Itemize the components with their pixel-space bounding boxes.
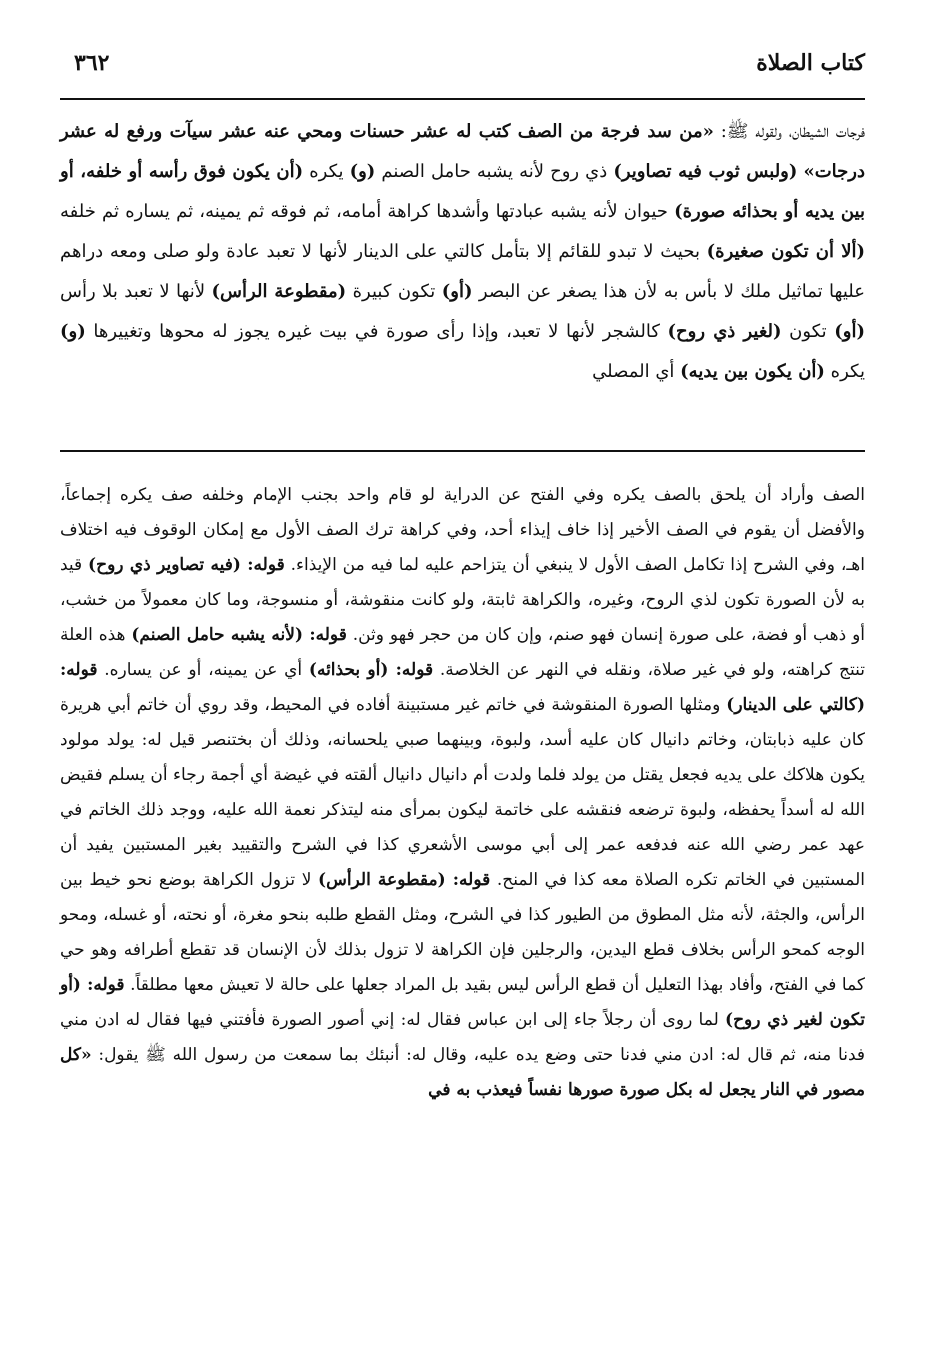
bold-segment: (لغير ذي روح) xyxy=(667,321,782,342)
bold-segment: (مقطوعة الرأس) xyxy=(211,281,347,302)
bold-segment: قوله: (لأنه يشبه حامل الصنم) xyxy=(131,625,347,645)
text-segment: ذي روح لأنه يشبه حامل الصنم xyxy=(375,161,614,182)
bold-segment: (و) xyxy=(349,161,376,182)
text-segment: لا تزول الكراهة بوضع نحو خيط بين الرأس، والجثة، لأنه مثل المطوق من الطيور كذا في الشرح، ومثل القطع طلبه بنحو مغرة، أو نحته، أو غسله، ومحو الوجه كمحو الرأس بخلاف قطع اليدين، والرجلين فإن الكراهة لا تزول بذلك لأن الإنسان قد تقطع أطرافه وهو حي كما في الفتح، وأفاد بهذا التعليل أن قطع الرأس ليس بقيد بل المراد جعلها على حالة لا تعيش معها مطلقاً. xyxy=(60,870,866,995)
bold-segment: قوله: (مقطوعة الرأس) xyxy=(318,870,491,890)
text-segment: بحيث لا تبدو للقائم إلا بتأمل كالتي على الدينار لأنها لا تعبد عادة ولو صلى ومعه دراهم عليها تماثيل ملك لا بأس به لأن هذا يصغر عن البصر xyxy=(60,241,865,302)
bold-segment: «من سد فرجة من الصف كتب له عشر حسنات ومحي عنه عشر سيآت ورفع له عشر درجات» xyxy=(60,121,865,182)
bold-segment: (ألا أن تكون صغيرة) xyxy=(706,241,865,262)
page-header xyxy=(60,44,865,84)
text-segment: يكره xyxy=(824,361,865,382)
bold-segment: (أو) xyxy=(834,321,865,342)
text-segment: فرجات الشيطان، ولقوله ﷺ: xyxy=(713,121,865,142)
text-segment: الصف وأراد أن يلحق بالصف يكره وفي الفتح عن الدراية لو قام واحد بجنب الإمام وخلفه صف يكره إجماعاً، والأفضل أن يقوم في الصف الأخير إذا خاف إيذاء أحد، وفي كراهة ترك الصف الأول مع إمكان الوقوف فيه اختلاف اهـ، وفي الشرح إذا تكامل الصف الأول لا ينبغي أن يتزاحم عليه لما فيه من الإيذاء. xyxy=(60,485,865,575)
text-segment: ومثلها الصورة المنقوشة في خاتم غير مستبينة أفاده في المحيط، وقد روي أن خاتم أبي هريرة كان عليه ذبابتان، وخاتم دانيال كان عليه أسد، ولبوة، وبينهما صبي يلحسانه، وذلك أن بختنصر قيل له: يولد مولود يكون هلاكك على يديه فجعل يقتل من يولد فلما ولدت أم دانيال دانيال ألقته في غيضة أي أجمة رجاء أن يسلم فقيض الله له أسداً يحفظه، ولبوة ترضعه فنقشه على خاتمة ليكون بمرأى منه ليتذكر نعمة الله عليه، ووجد ذلك الخاتم في عهد عمر رضي الله عنه فدفعه عمر إلى أبي موسى الأشعري كذا في الشرح والتقييد بغير المستبين يفيد أن المستبين في الخاتم تكره الصلاة معه كذا في المنح. xyxy=(60,695,865,890)
text-segment: كالشجر لأنها لا تعبد، وإذا رأى صورة في بيت غيره يجوز له محوها وتغييرها xyxy=(85,321,668,342)
text-segment: هذه العلة تنتج كراهته، ولو في غير صلاة، ونقله في النهر عن الخلاصة. xyxy=(60,625,865,680)
bold-segment: قوله: (أو بحذائه) xyxy=(308,660,434,680)
text-segment: قيد به لأن الصورة تكون لذي الروح، وغيره، والكراهة ثابتة، ولو كانت منقوشة، أو منسوجة، وما كان معمولاً من خشب، أو ذهب أو فضة، على صورة إنسان فهو صنم، وإن كان من حجر فهو وثن. xyxy=(60,555,865,645)
bold-segment: (أو) xyxy=(441,281,473,302)
page-number: ٣٦٢ xyxy=(74,50,110,76)
text-segment: تكون كبيرة xyxy=(346,281,442,302)
header-title: كتاب الصلاة xyxy=(756,50,865,76)
text-segment: حيوان لأنه يشبه عبادتها وأشدها كراهة أمامه، ثم فوقه ثم يمينه، ثم يساره ثم خلفه xyxy=(60,201,675,222)
text-segment: يكره xyxy=(303,161,350,182)
bold-segment: قوله: (فيه تصاوير ذي روح) xyxy=(88,555,285,575)
bold-segment: «كل مصور في النار يجعل له بكل صورة صورها نفساً فيعذب به في xyxy=(60,1045,865,1100)
text-segment: لأنها لا تعبد بلا رأس xyxy=(60,281,212,302)
bold-segment: (ولبس ثوب فيه تصاوير) xyxy=(613,161,798,182)
text-segment: أي عن يمينه، أو عن يساره. xyxy=(97,660,309,680)
header-divider xyxy=(60,98,865,100)
section-divider xyxy=(60,450,865,452)
commentary-text xyxy=(60,478,865,1108)
bold-segment: (أن يكون بين يديه) xyxy=(680,361,825,382)
text-segment: أي المصلي xyxy=(592,361,681,382)
text-segment: تكون xyxy=(781,321,835,342)
bold-segment: (و) xyxy=(60,321,86,342)
bold-segment: (أن يكون فوق رأسه أو خلفه، أو بين يديه أو بحذائه صورة) xyxy=(60,161,865,222)
bold-segment: قوله: (كالتي على الدينار) xyxy=(60,660,866,715)
bold-segment: قوله: (أو تكون لغير ذي روح) xyxy=(60,975,865,1030)
main-text xyxy=(60,112,865,392)
text-segment: لما روى أن رجلاً جاء إلى ابن عباس فقال له: إني أصور الصورة فأفتني فيها فقال له ادن مني فدنا منه، ثم قال له: ادن مني فدنا حتى وضع يده عليه، وقال له: أنبئك بما سمعت من رسول الله ﷺ يقول: xyxy=(60,1010,865,1065)
